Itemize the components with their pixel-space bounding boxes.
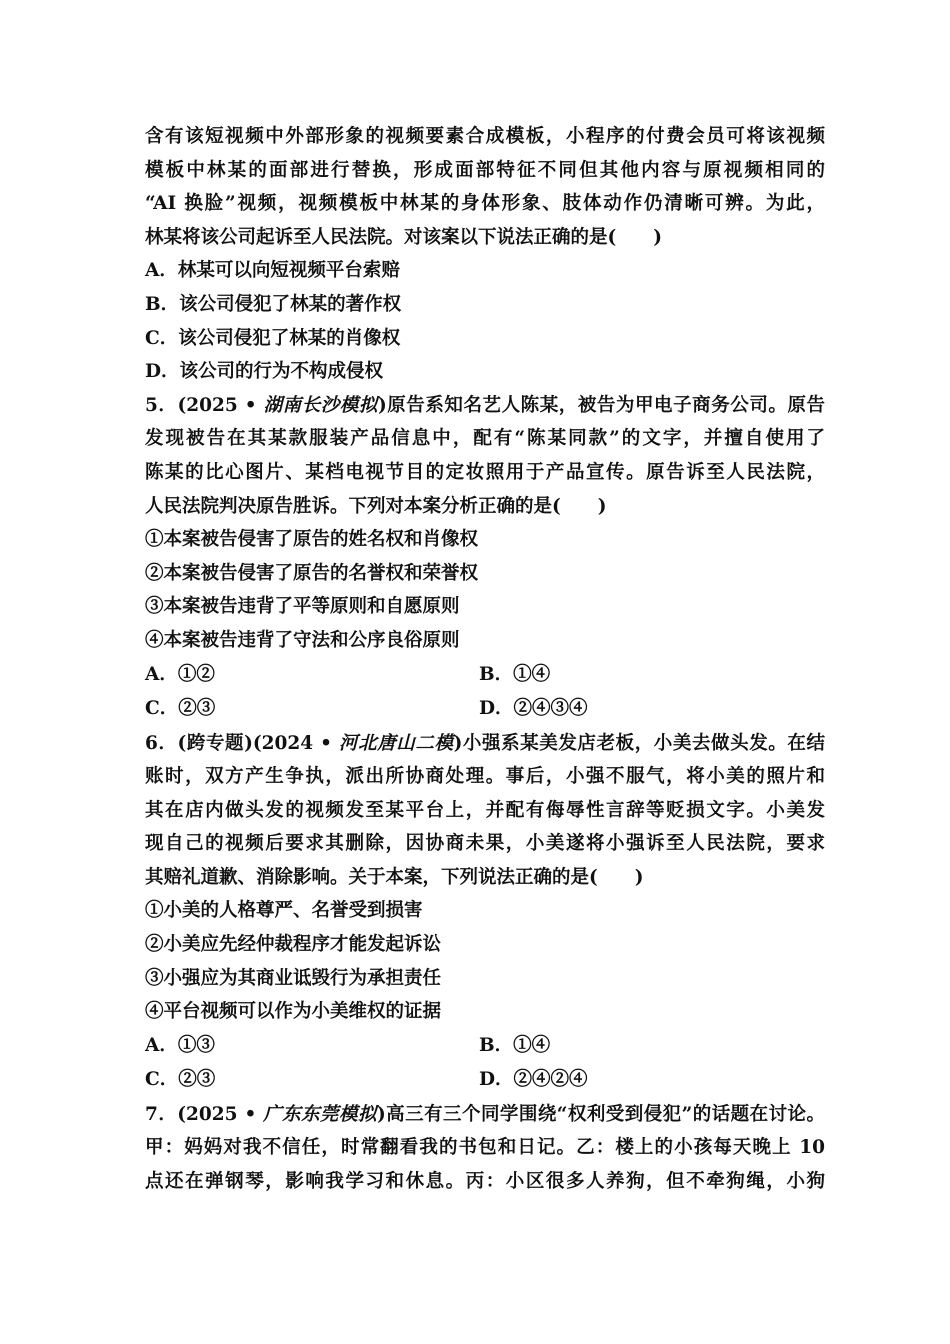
q6-stem-line-4: 现自己的视频后要求其删除，因协商未果，小美遂将小强诉至人民法院，要求 [145, 833, 825, 855]
q4-stem-line-1: 含有该短视频中外部形象的视频要素合成模板，小程序的付费会员可将该视频 [145, 126, 825, 147]
question-7 [145, 1098, 825, 1199]
q4-option-b: B．该公司侵犯了林某的著作权 [145, 293, 402, 315]
q5-stem-line-1 [145, 389, 825, 423]
q5-statement-3: ③本案被告违背了平等原则和自愿原则 [145, 596, 460, 618]
q4-stem-line-2: 模板中林某的面部进行替换，形成面部特征不同但其他内容与原视频相同的 [145, 159, 825, 181]
q4-option-a: A．林某可以向短视频平台索赔 [145, 260, 400, 282]
q6-option-a: A．①③ [145, 1034, 215, 1056]
q6-statement-3: ③小强应为其商业诋毁行为承担责任 [145, 967, 442, 989]
q5-source-prefix: (2025 • [177, 394, 264, 416]
q5-option-b: B．①④ [479, 663, 551, 685]
q6-options-row-2 [145, 1063, 825, 1098]
q6-stem-line-1 [145, 727, 825, 761]
q5-statement-4: ④本案被告违背了守法和公序良俗原则 [145, 629, 460, 651]
q4-option-c: C．该公司侵犯了林某的肖像权 [145, 327, 401, 349]
q7-first-line-rest: )高三有三个同学围绕“权利受到侵犯”的话题在讨论。 [376, 1103, 825, 1125]
q6-stem-line-5: 其赔礼道歉、消除影响。关于本案，下列说法正确的是( ) [145, 866, 644, 888]
q6-source-prefix: (跨专题)(2024 • [177, 732, 340, 754]
q7-source: 广东东莞模拟 [263, 1103, 377, 1125]
q6-stem-line-2: 账时，双方产生争执，派出所协商处理。事后，小强不服气，将小美的照片和 [145, 766, 825, 788]
q6-option-d: D．②④②④ [479, 1069, 588, 1091]
q5-stem-line-4: 人民法院判决原告胜诉。下列对本案分析正确的是( ) [145, 495, 607, 517]
q5-stem-line-3: 陈某的比心图片、某档电视节目的定妆照用于产品宣传。原告诉至人民法院， [145, 461, 825, 483]
q6-stem-line-3: 其在店内做头发的视频发至某平台上，并配有侮辱性言辞等贬损文字。小美发 [145, 799, 825, 821]
q6-statement-4: ④平台视频可以作为小美维权的证据 [145, 1001, 442, 1023]
q5-statement-2: ②本案被告侵害了原告的名誉权和荣誉权 [145, 562, 479, 584]
q5-options-row-2 [145, 692, 825, 727]
q5-option-c: C．②③ [145, 698, 216, 719]
q6-statement-1: ①小美的人格尊严、名誉受到损害 [145, 900, 423, 922]
q4-option-d: D．该公司的行为不构成侵权 [145, 361, 384, 383]
q5-first-line-rest: )原告系知名艺人陈某，被告为甲电子商务公司。原告 [377, 394, 825, 416]
q6-number: 6． [145, 732, 178, 754]
q4-stem-line-3: “AI 换脸”视频，视频模板中林某的身体形象、肢体动作仍清晰可辨。为此， [145, 193, 825, 215]
q7-stem-line-3: 点还在弹钢琴，影响我学习和休息。丙：小区很多人养狗，但不牵狗绳，小狗 [145, 1171, 825, 1193]
q6-options-row-1 [145, 1029, 825, 1064]
q6-first-line-rest: )小强系某美发店老板，小美去做头发。在结 [453, 732, 825, 754]
q7-number: 7． [145, 1103, 178, 1125]
q6-statement-2: ②小美应先经仲裁程序才能发起诉讼 [145, 934, 442, 956]
question-4 [145, 120, 825, 389]
document-page [145, 120, 825, 1199]
q6-option-b: B．①④ [479, 1034, 551, 1056]
question-6 [145, 727, 825, 1098]
q6-source: 河北唐山二模 [339, 732, 454, 754]
q5-number: 5． [145, 394, 178, 416]
q6-option-c: C．②③ [145, 1069, 216, 1091]
q7-source-prefix: (2025 • [177, 1103, 264, 1125]
q4-stem-line-4: 林某将该公司起诉至人民法院。对该案以下说法正确的是( ) [145, 226, 663, 248]
q5-statement-1: ①本案被告侵害了原告的姓名权和肖像权 [145, 529, 479, 551]
q5-option-a: A．①② [145, 663, 215, 685]
q7-stem-line-1 [145, 1098, 825, 1132]
q7-stem-line-2: 甲：妈妈对我不信任，时常翻看我的书包和日记。乙：楼上的小孩每天晚上 10 [145, 1137, 825, 1159]
q5-option-d: D．②④③④ [479, 698, 588, 719]
question-5 [145, 389, 825, 727]
q5-options-row-1 [145, 658, 825, 693]
q5-source: 湖南长沙模拟 [263, 394, 378, 416]
q5-stem-line-2: 发现被告在其某款服装产品信息中，配有“陈某同款”的文字，并擅自使用了 [145, 428, 825, 450]
